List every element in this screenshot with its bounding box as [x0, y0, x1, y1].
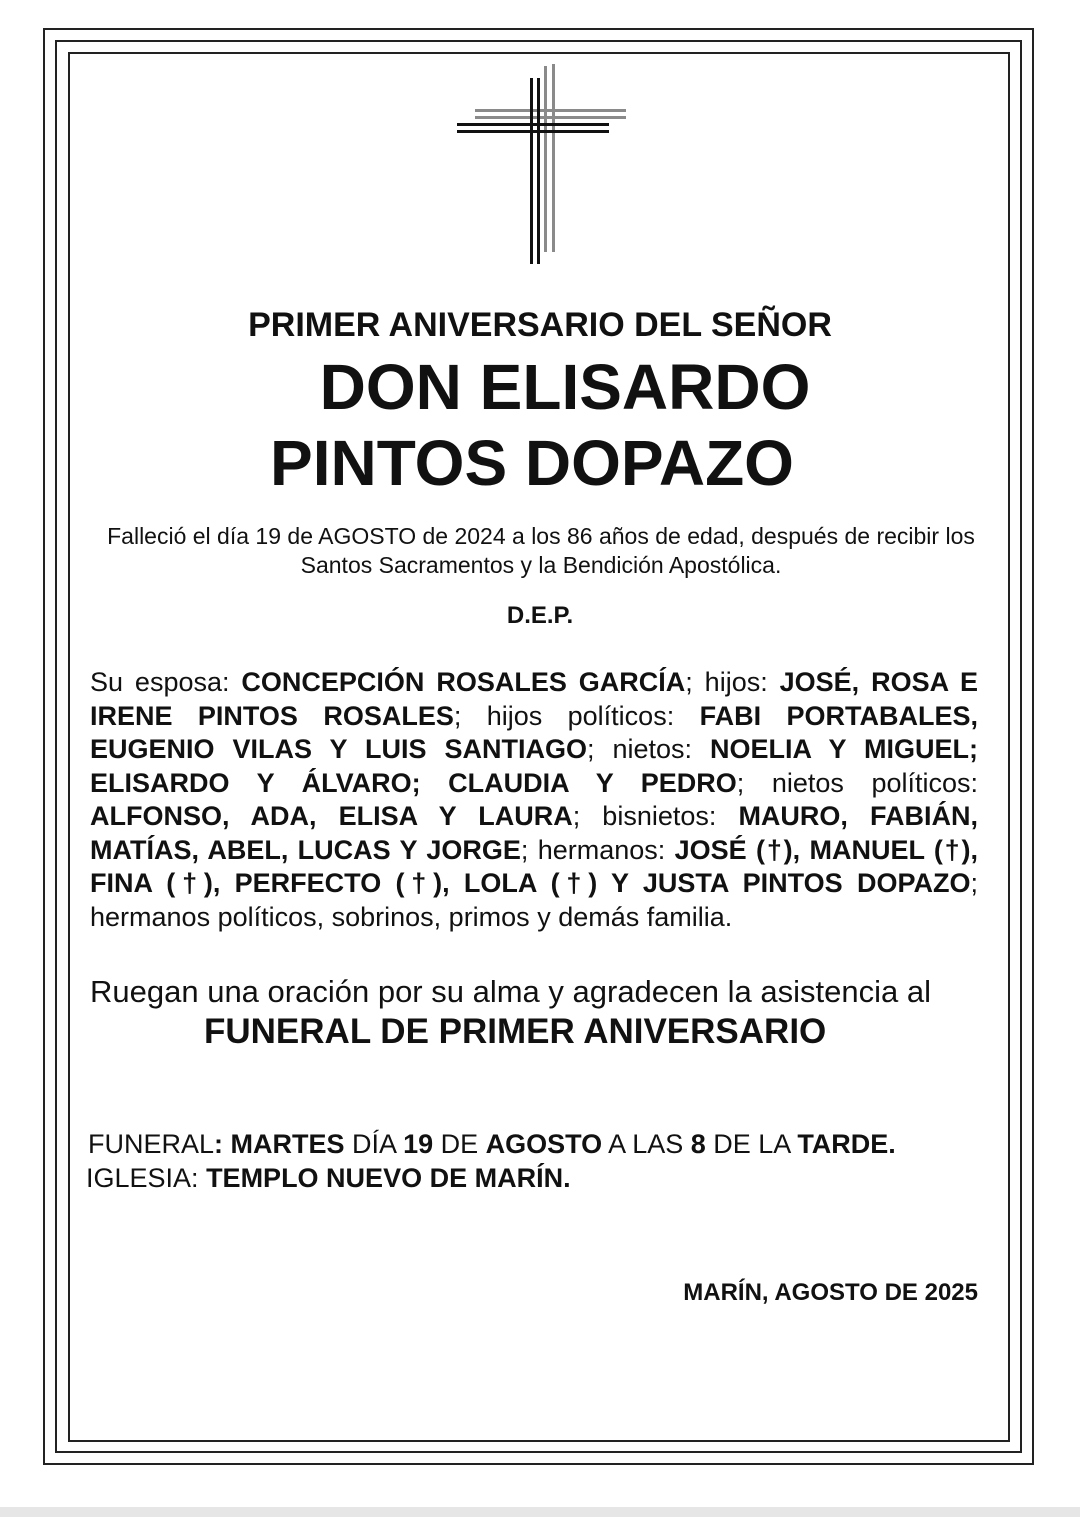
children-in-law-label: ; hijos políticos: — [453, 700, 700, 731]
funeral-colon: : — [214, 1129, 231, 1159]
funeral-day-word: DÍA — [344, 1129, 404, 1159]
deceased-name-line2: PINTOS DOPAZO — [270, 427, 794, 499]
funeral-period: TARDE. — [797, 1129, 896, 1159]
event-title: FUNERAL DE PRIMER ANIVERSARIO — [204, 1012, 827, 1051]
dep-label: D.E.P. — [506, 602, 574, 629]
funeral-hour: 8 — [690, 1129, 706, 1159]
family-paragraph — [90, 666, 978, 934]
spouse-label: Su esposa: — [90, 667, 242, 697]
family-closing: ; hermanos políticos, sobrinos, primos y demás familia. — [90, 868, 978, 932]
children-in-law-names: FABI PORTABALES, EUGENIO VILAS Y LUIS SANTIAGO — [90, 700, 978, 764]
bottom-band — [0, 1507, 1080, 1517]
funeral-de-la: DE LA — [705, 1129, 798, 1159]
church-label: IGLESIA: — [86, 1163, 207, 1193]
death-details: Falleció el día 19 de AGOSTO de 2024 a los 86 años de edad, después de recibir los Santos Sacramentos y la Bendición Apostólica. — [107, 523, 975, 578]
funeral-weekday: MARTES — [230, 1129, 345, 1159]
children-label: ; hijos: — [685, 667, 780, 697]
notice-heading: PRIMER ANIVERSARIO DEL SEÑOR — [248, 306, 832, 344]
funeral-at-word: A LAS — [602, 1129, 691, 1159]
great-grandchildren-label: ; bisnietos: — [572, 801, 739, 831]
funeral-day: 19 — [403, 1129, 434, 1159]
funeral-schedule — [88, 1129, 896, 1160]
great-grandchildren-names: MAURO, FABIÁN, MATÍAS, ABEL, LUCAS Y JORGE — [90, 801, 978, 865]
grandchildren-label: ; nietos: — [587, 734, 711, 764]
grandchildren-in-law-names: ALFONSO, ADA, ELISA Y LAURA — [90, 801, 573, 831]
place-and-date: MARÍN, AGOSTO DE 2025 — [683, 1279, 978, 1306]
funeral-label: FUNERAL — [88, 1129, 215, 1159]
siblings-label: ; hermanos: — [520, 834, 675, 865]
prayer-request: Ruegan una oración por su alma y agradecen la asistencia al — [90, 974, 931, 1009]
children-names: JOSÉ, ROSA E IRENE PINTOS ROSALES — [90, 667, 978, 731]
siblings-names: JOSÉ (†), MANUEL (†), FINA (†), PERFECTO (†), LOLA (†) Y JUSTA PINTOS DOPAZO — [90, 834, 978, 898]
cross-icon — [455, 64, 630, 268]
church-info — [86, 1163, 571, 1194]
funeral-de: DE — [433, 1129, 486, 1159]
spouse-name: CONCEPCIÓN ROSALES GARCÍA — [241, 667, 686, 697]
deceased-name-line1: DON ELISARDO — [319, 351, 811, 423]
funeral-month: AGOSTO — [485, 1129, 603, 1159]
grandchildren-names: NOELIA Y MIGUEL; ELISARDO Y ÁLVARO; CLAUDIA Y PEDRO — [90, 734, 978, 798]
grandchildren-in-law-label: ; nietos políticos: — [736, 767, 978, 798]
church-name: TEMPLO NUEVO DE MARÍN. — [206, 1163, 571, 1193]
